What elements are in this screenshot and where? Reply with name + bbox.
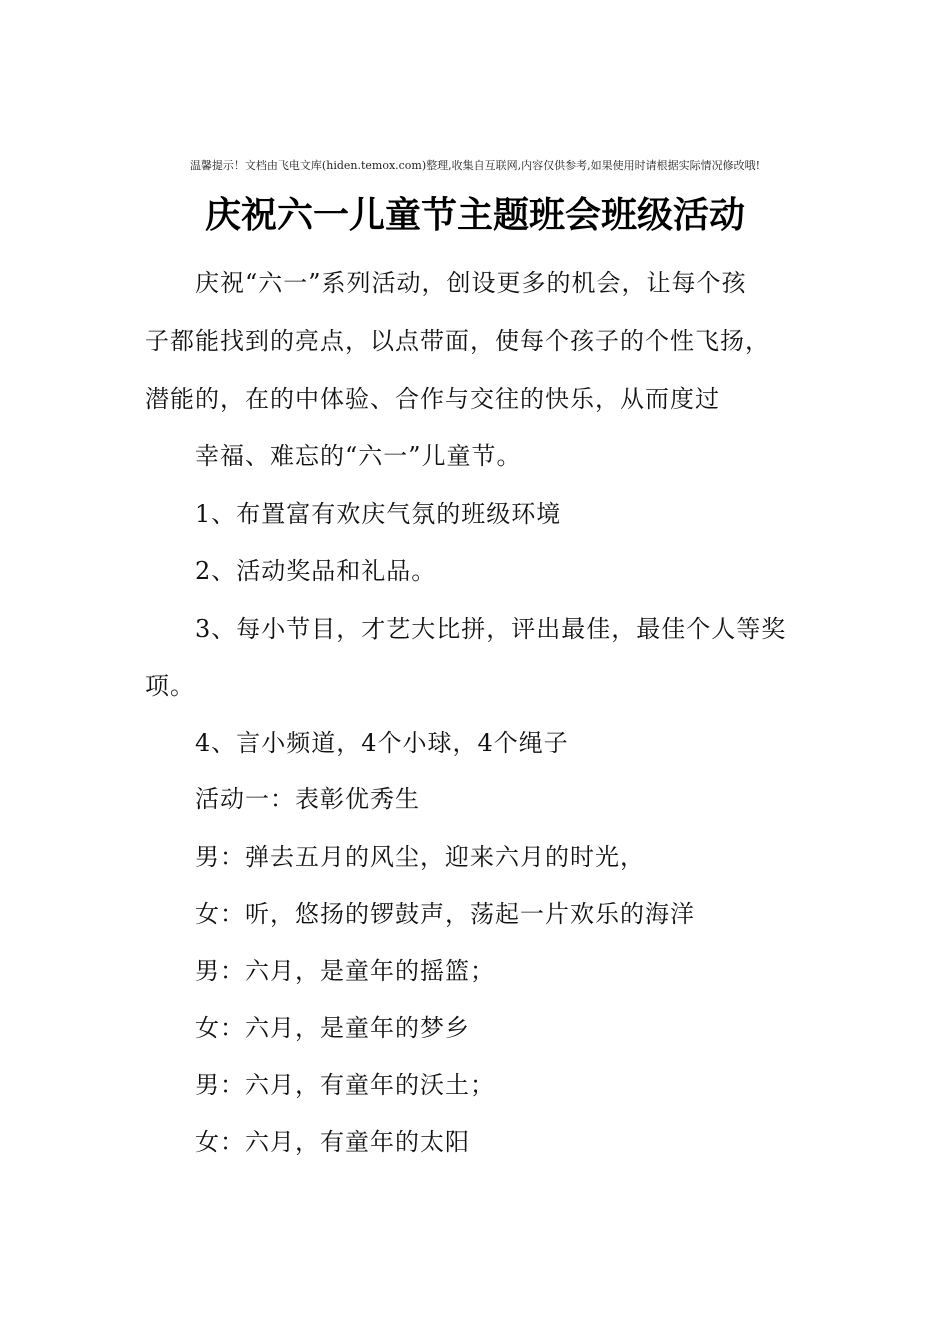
paragraph-line: 幸福、难忘的“六一”儿童节。 [195,442,522,470]
dialogue-line: 男：六月，有童年的沃土； [195,1071,495,1099]
paragraph-line: 项。 [145,672,195,700]
dialogue-line: 女：六月，有童年的太阳 [195,1128,470,1156]
header-notice: 温馨提示！文档由飞电文库(hiden.temox.com)整理,收集自互联网,内容仅供参考,如果使用时请根据实际情况修改哦! [189,159,761,172]
list-item: 4、言小频道，4个小球，4个绳子 [195,729,569,757]
paragraph-line: 潜能的，在的中体验、合作与交往的快乐，从而度过 [145,385,720,413]
dialogue-line: 女：六月，是童年的梦乡 [195,1014,470,1042]
paragraph-line: 子都能找到的亮点，以点带面，使每个孩子的个性飞扬， [145,327,770,355]
list-item: 3、每小节目，才艺大比拼，评出最佳，最佳个人等奖 [195,615,787,643]
list-item: 1、布置富有欢庆气氛的班级环境 [195,500,562,528]
dialogue-line: 女：听，悠扬的锣鼓声，荡起一片欢乐的海洋 [195,900,695,928]
document-title: 庆祝六一儿童节主题班会班级活动 [204,194,745,236]
paragraph-line: 庆祝“六一”系列活动，创设更多的机会，让每个孩 [195,269,747,297]
dialogue-line: 男：弹去五月的风尘，迎来六月的时光， [195,843,645,871]
section-heading: 活动一：表彰优秀生 [195,785,420,813]
list-item: 2、活动奖品和礼品。 [195,557,437,585]
dialogue-line: 男：六月，是童年的摇篮； [195,957,495,985]
